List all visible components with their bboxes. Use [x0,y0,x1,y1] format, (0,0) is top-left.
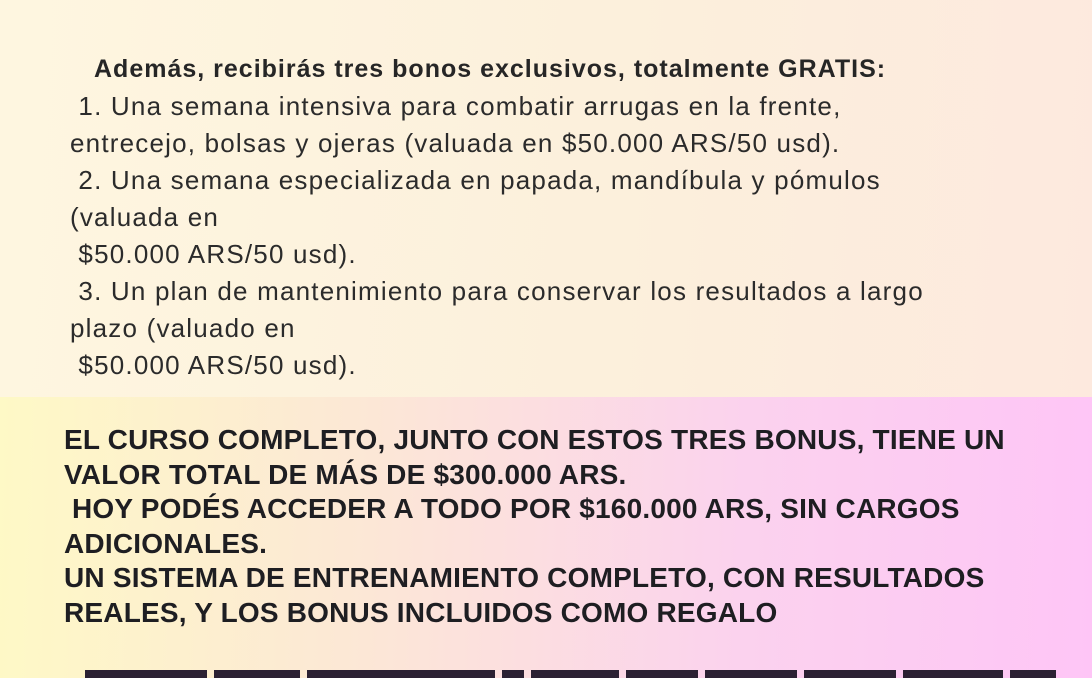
offer-line-1: EL CURSO COMPLETO, JUNTO CON ESTOS TRES BONUS, TIENE UN [64,424,1005,455]
offer-line-4: ADICIONALES. [64,527,268,559]
cutoff-text-fragment [307,670,495,678]
offer-line-3: HOY PODÉS ACCEDER A TODO POR $160.000 ARS, SIN CARGOS [64,493,960,524]
bonus-line-6: 3. Un plan de mantenimiento para conservar los resultados a largo [70,276,924,306]
cutoff-text-fragment [85,670,207,678]
bonus-line-1: 1. Una semana intensiva para combatir arrugas en la frente, [70,91,842,121]
bonus-heading: Además, recibirás tres bonos exclusivos, totalmente GRATIS: [94,55,887,83]
offer-line-5: UN SISTEMA DE ENTRENAMIENTO COMPLETO, CON RESULTADOS [64,562,985,593]
cutoff-text-fragment [705,670,797,678]
offer-line-2: VALOR TOTAL DE MÁS DE $300.000 ARS. [64,458,627,490]
cutoff-text-fragment [626,670,698,678]
cutoff-text-fragment [903,670,1003,678]
cutoff-text-fragment [804,670,896,678]
offer-section [0,397,1092,678]
bonus-line-3: 2. Una semana especializada en papada, mandíbula y pómulos [70,165,881,195]
bonus-line-7: plazo (valuado en [70,313,296,343]
cutoff-text-fragment [1010,670,1056,678]
bonus-line-8: $50.000 ARS/50 usd). [70,350,357,380]
offer-line-6: REALES, Y LOS BONUS INCLUIDOS COMO REGALO [64,596,778,628]
cutoff-text-fragment [502,670,524,678]
bonus-line-5: $50.000 ARS/50 usd). [70,239,357,269]
bonus-line-4: (valuada en [70,202,220,232]
cutoff-text-fragment [214,670,300,678]
cutoff-text-fragment [531,670,619,678]
cutoff-next-line [0,670,1092,678]
bonus-line-2: entrecejo, bolsas y ojeras (valuada en $50.000 ARS/50 usd). [70,128,841,158]
